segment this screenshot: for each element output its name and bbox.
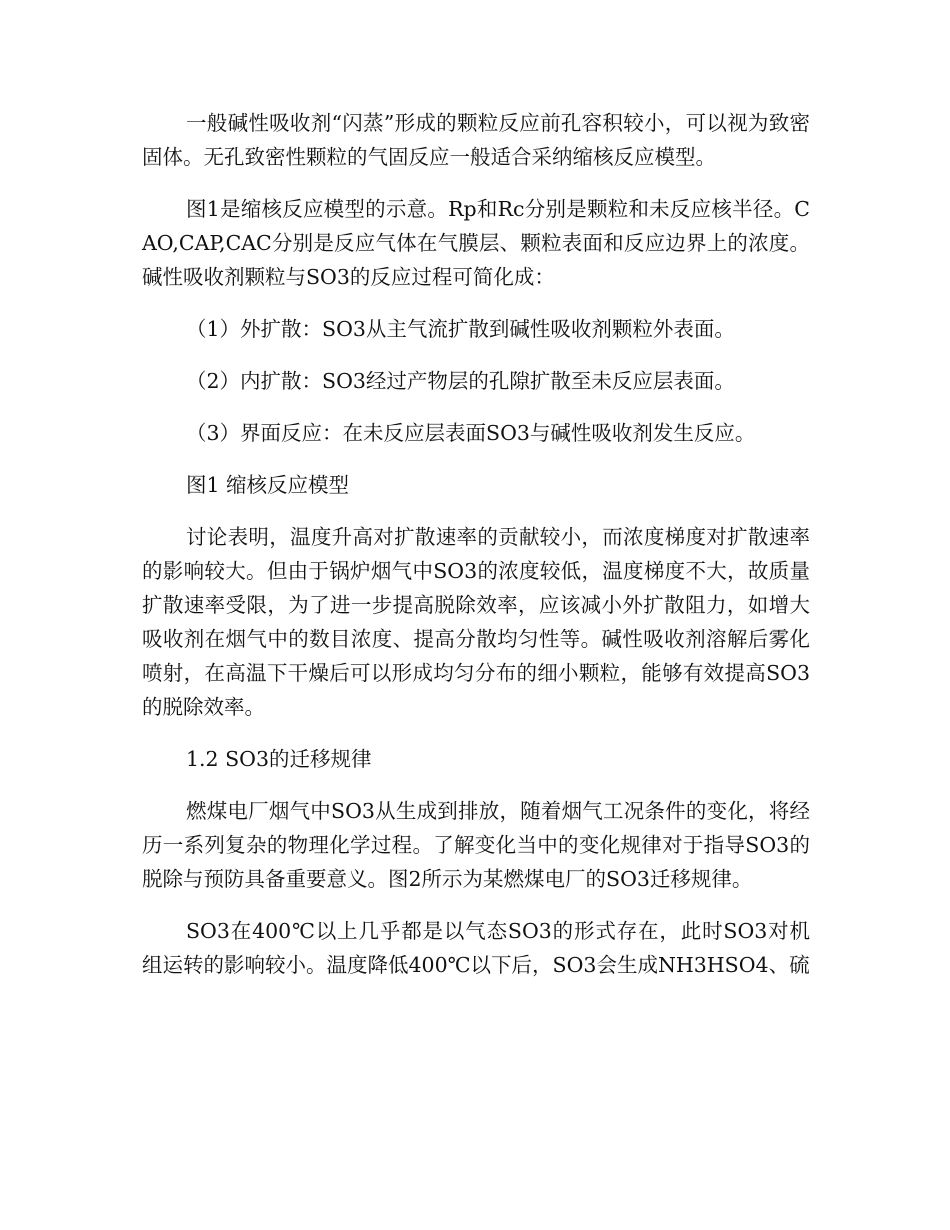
list-item-internal-diffusion: （2）内扩散：SO3经过产物层的孔隙扩散至未反应层表面。 bbox=[186, 369, 735, 393]
figure-caption: 图1 缩核反应模型 bbox=[186, 473, 350, 497]
list-item-external-diffusion: （1）外扩散：SO3从主气流扩散到碱性吸收剂颗粒外表面。 bbox=[186, 317, 735, 341]
paragraph-migration-intro: 燃煤电厂烟气中SO3从生成到排放，随着烟气工况条件的变化，将经历一系列复杂的物理化学过程。了解变化当中的变化规律对于指导SO3的脱除与预防具备重要意义。图2所示为某燃煤电厂的SO3迁移规律。 bbox=[142, 799, 810, 891]
section-heading: 1.2 SO3的迁移规律 bbox=[186, 747, 372, 771]
document-body bbox=[142, 106, 810, 1000]
paragraph-absorbent-intro: 一般碱性吸收剂“闪蒸”形成的颗粒反应前孔容积较小，可以视为致密固体。无孔致密性颗粒的气固反应一般适合采纳缩核反应模型。 bbox=[142, 111, 810, 169]
list-item-interface-reaction: （3）界面反应：在未反应层表面SO3与碱性吸收剂发生反应。 bbox=[186, 421, 756, 445]
paragraph-figure1-description: 图1是缩核反应模型的示意。Rp和Rc分别是颗粒和未反应核半径。CAO,CAP,CAC分别是反应气体在气膜层、颗粒表面和反应边界上的浓度。碱性吸收剂颗粒与SO3的反应过程可简化成： bbox=[142, 197, 810, 289]
paragraph-diffusion-discussion: 讨论表明，温度升高对扩散速率的贡献较小，而浓度梯度对扩散速率的影响较大。但由于锅炉烟气中SO3的浓度较低，温度梯度不大，故质量扩散速率受限，为了进一步提高脱除效率，应该减小外扩散阻力，如增大吸收剂在烟气中的数目浓度、提高分散均匀性等。碱性吸收剂溶解后雾化喷射，在高温下干燥后可以形成均匀分布的细小颗粒，能够有效提高SO3的脱除效率。 bbox=[142, 525, 810, 719]
paragraph-temperature-behavior: SO3在400℃以上几乎都是以气态SO3的形式存在，此时SO3对机组运转的影响较小。温度降低400℃以下后，SO3会生成NH3HSO4、硫 bbox=[142, 919, 810, 977]
